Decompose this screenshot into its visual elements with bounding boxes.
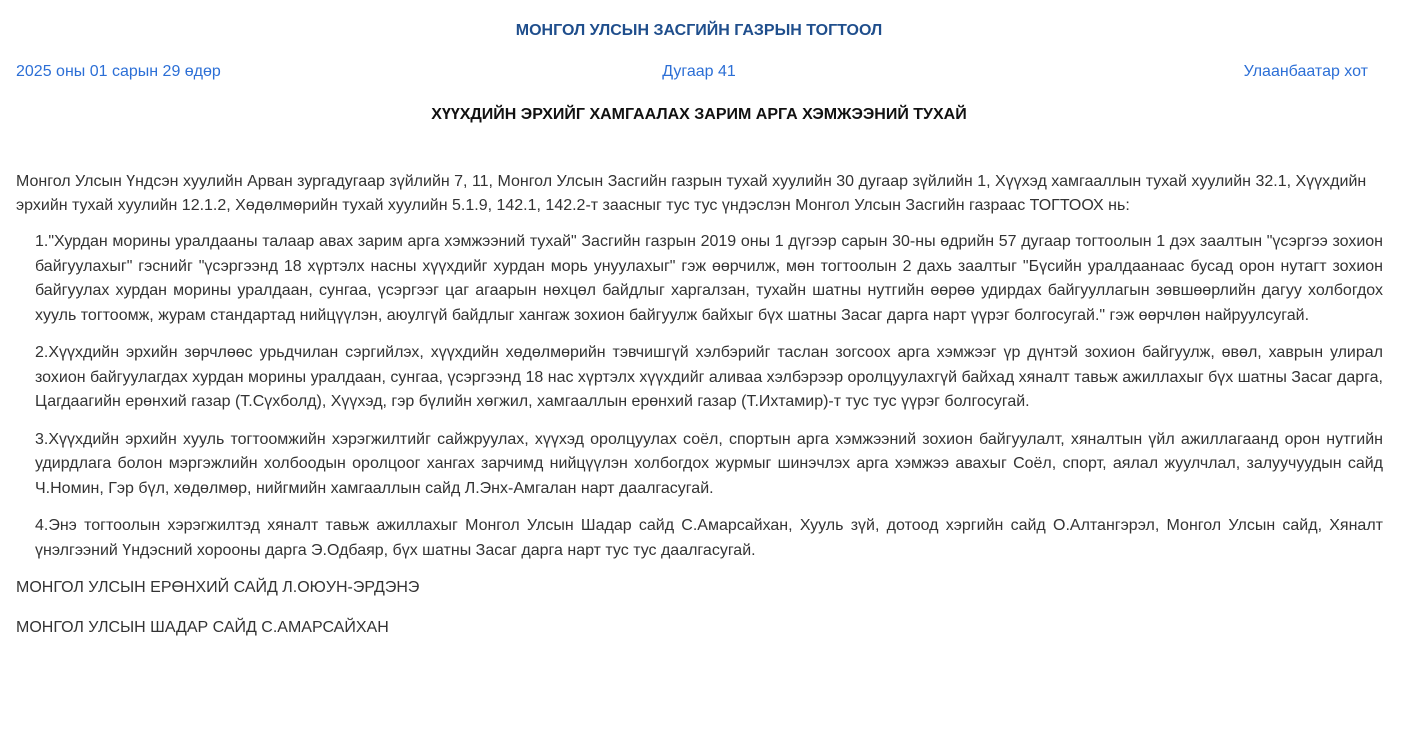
intro-paragraph: Монгол Улсын Үндсэн хуулийн Арван зургадугаар зүйлийн 7, 11, Монгол Улсын Засгийн газрын тухай хуулийн 30 дугаар зүйлийн 1, Хүүхэд хамгааллын тухай хуулийн 32.1, Хүүхдийн эрхийн тухай хуулийн 12.1.2, Хөдөлмөрийн тухай хуулийн 5.1.9, 142.1, 142.2-т заасныг тус тус үндэслэн Монгол Улсын Засгийн газраас ТОГТООХ нь: <box>16 173 1367 214</box>
document-date: 2025 оны 01 сарын 29 өдөр <box>16 63 221 80</box>
resolution-item-2: 2.Хүүхдийн эрхийн зөрчлөөс урьдчилан сэргийлэх, хүүхдийн хөдөлмөрийн тэвчишгүй хэлбэрийг таслан зогсоох арга хэмжээг үр дүнтэй зохион байгуулж, өвөл, хаврын улирал зохион байгуулагдах хурдан морины уралдаан, сунгаа, үсэргээнд 18 нас хүртэлх хүүхдийг аливаа хэлбэрээр оролцуулахгүй байхад хяналт тавьж ажиллахыг бүх шатны Засаг дарга, Цагдаагийн ерөнхий газар (Т.Сүхболд), Хүүхэд, гэр бүлийн хөгжил, хамгааллын ерөнхий газар (Т.Ихтамир)-т тус тус үүрэг болгосугай. <box>35 344 1383 410</box>
document-title: ХҮҮХДИЙН ЭРХИЙГ ХАМГААЛАХ ЗАРИМ АРГА ХЭМЖЭЭНИЙ ТУХАЙ <box>431 106 967 123</box>
signature-deputy-prime-minister: МОНГОЛ УЛСЫН ШАДАР САЙД С.АМАРСАЙХАН <box>16 619 389 636</box>
resolution-item-4: 4.Энэ тогтоолын хэрэгжилтэд хяналт тавьж ажиллахыг Монгол Улсын Шадар сайд С.Амарсайхан, Хууль зүй, дотоод хэргийн сайд О.Алтангэрэл, Монгол Улсын сайд, Хяналт үнэлгээний Үндэсний хорооны дарга Э.Одбаяр, бүх шатны Засаг дарга нарт тус тус даалгасугай. <box>35 517 1383 559</box>
document-number: Дугаар 41 <box>662 63 736 80</box>
signature-prime-minister: МОНГОЛ УЛСЫН ЕРӨНХИЙ САЙД Л.ОЮУН-ЭРДЭНЭ <box>16 579 420 596</box>
resolution-item-3: 3.Хүүхдийн эрхийн хууль тогтоомжийн хэрэгжилтийг сайжруулах, хүүхэд оролцуулах соёл, спортын арга хэмжээний зохион байгуулалт, хяналтын үйл ажиллагаанд орон нутгийн удирдлага болон мэргэжлийн холбоодын оролцоог хангах зарчимд нийцүүлэн холбогдох журмыг шинэчлэх арга хэмжээ авахыг Соёл, спорт, аялал жуулчлал, залуучуудын сайд Ч.Номин, Гэр бүл, хөдөлмөр, нийгмийн хамгааллын сайд Л.Энх-Амгалан нарт даалгасугай. <box>35 430 1383 497</box>
resolution-item-1: 1."Хурдан морины уралдааны талаар авах зарим арга хэмжээний тухай" Засгийн газрын 2019 оны 1 дүгээр сарын 30-ны өдрийн 57 дугаар тогтоолын 1 дэх заалтын "үсэргээ зохион байгуулахыг" гэснийг "үсэргээнд 18 хүртэлх насны хүүхдийг хурдан морь унуулахыг" гэж өөрчилж, мөн тогтоолын 2 дахь заалтыг "Бүсийн уралдаанаас бусад орон нутагт зохион байгуулах хурдан морины уралдаан, сунгаа, үсэргээг цаг агаарын нөхцөл байдлыг харгалзан, тухайн шатны нутгийн өөрөө удирдах байгууллагын зөвшөөрлийн дагуу холбогдох хууль тогтоомж, журам стандартад нийцүүлэн, аюулгүй байдлыг хангаж зохион байгуулж байхыг бүх шатны Засаг дарга нарт үүрэг болгосугай." гэж өөрчлөн найруулсугай. <box>35 233 1383 324</box>
resolution-items <box>35 230 1383 563</box>
document-location: Улаанбаатар хот <box>1243 63 1368 80</box>
resolution-header: МОНГОЛ УЛСЫН ЗАСГИЙН ГАЗРЫН ТОГТООЛ <box>515 22 883 39</box>
document-meta-row <box>15 62 1383 82</box>
